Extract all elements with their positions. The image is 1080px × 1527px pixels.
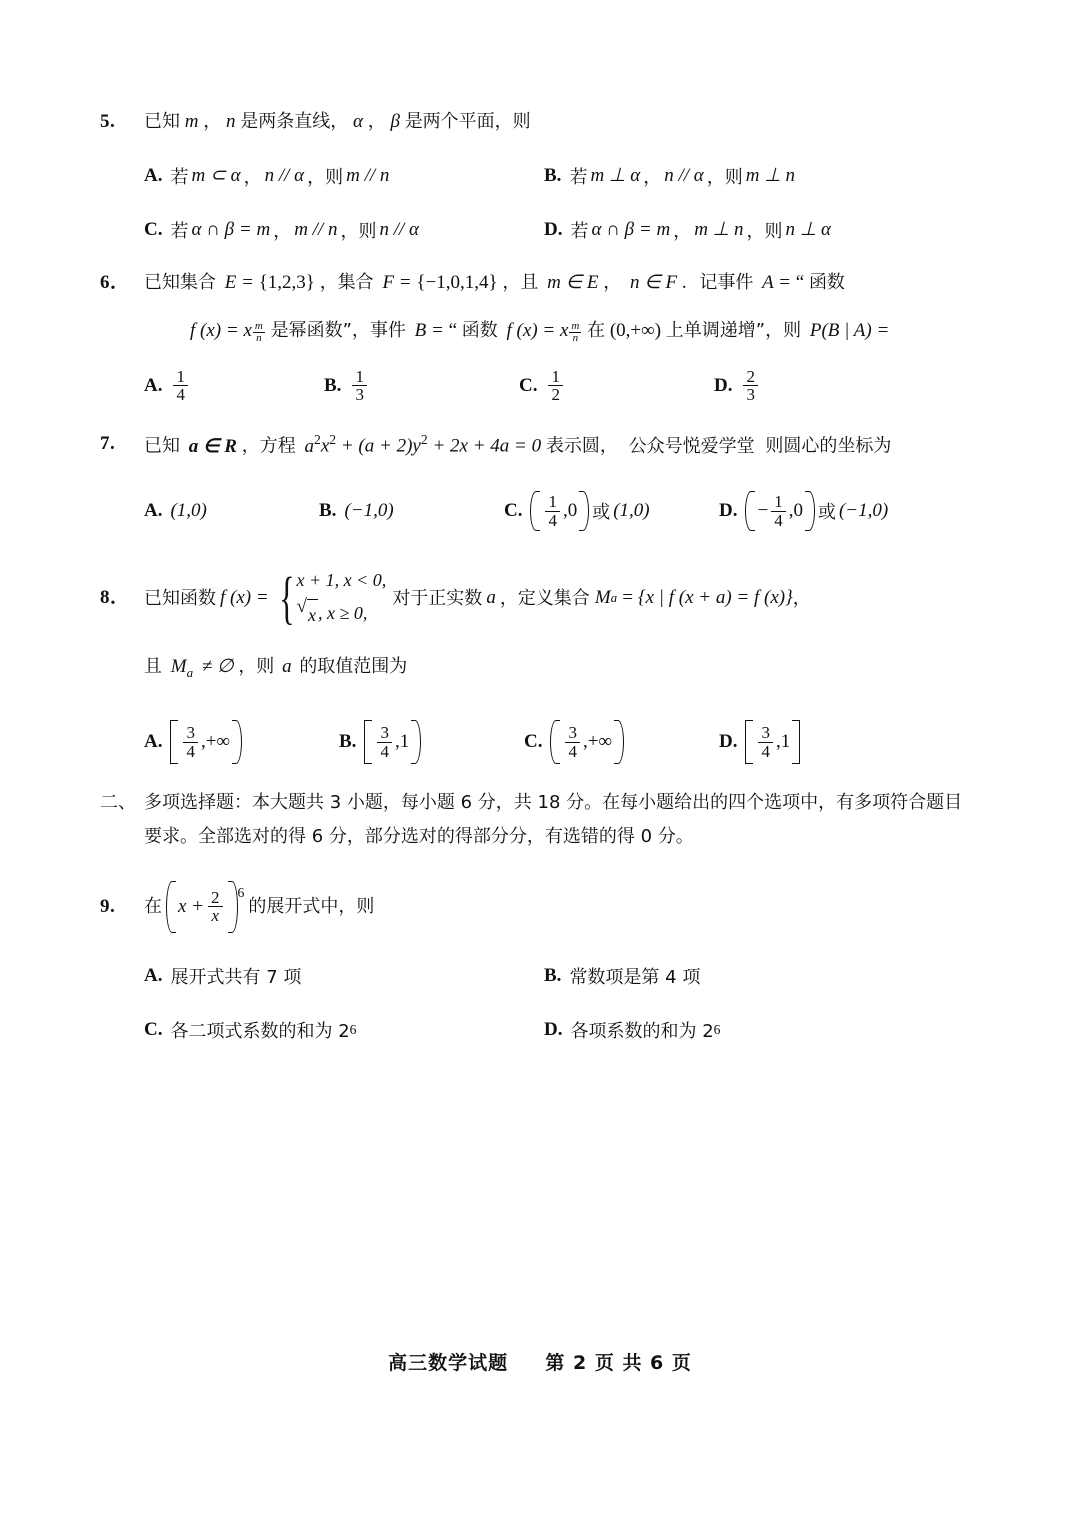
footer-page-number: 第 2 页 共 6 页: [545, 1352, 692, 1374]
option-9-A[interactable]: A. 展开式共有 7 项: [144, 964, 302, 988]
option-9-D[interactable]: D. 各项系数的和为 2 6: [544, 1018, 721, 1042]
question-5: [100, 108, 980, 243]
section-two-number: 二、: [100, 792, 136, 814]
page-footer: [0, 1348, 1080, 1375]
option-6-C[interactable]: C. $\frac{1}{2}$: [519, 368, 714, 405]
question-7: [100, 430, 980, 531]
question-8-stem: 已知函数 f (x) = { x + 1, x < 0, √ x , x ≥ 0, 对于正实数 a ，定义集合 M a = {x | f (x + a) = f (x)} ，: [144, 565, 811, 631]
option-6-D[interactable]: D. $\frac{2}{3}$: [714, 368, 761, 405]
option-5-D[interactable]: D. 若 α ∩ β = m ， m ⊥ n ， 则 n ⊥ α: [544, 218, 831, 242]
option-8-D[interactable]: D. $\frac{3}{4}$ ,1: [719, 720, 800, 764]
question-8: [100, 565, 980, 764]
footer-title: 高三数学试题: [388, 1352, 509, 1374]
option-7-B[interactable]: B. (−1,0): [319, 500, 394, 522]
question-7-options: [100, 491, 980, 531]
section-two: [100, 786, 980, 853]
question-9-number: 9.: [100, 895, 116, 917]
option-7-C[interactable]: C. $\frac{1}{4}$ ,0 或 (1,0): [504, 491, 650, 530]
option-8-B[interactable]: B. $\frac{3}{4}$ ,1: [339, 720, 524, 764]
option-9-B[interactable]: B. 常数项是第 4 项: [544, 964, 701, 988]
option-9-C[interactable]: C. 各二项式系数的和为 2 6: [144, 1018, 357, 1042]
page-content: [100, 108, 980, 1059]
option-7-D[interactable]: D. − $\frac{1}{4}$ ,0 或 (−1,0): [719, 491, 889, 530]
question-7-stem: 已知 a ∈ R ，方程 $a^2x^2 + (a + 2)y^2 + 2x + 4a = 0$ 表示圆， 公众号悦爱学堂 则圆心的坐标为: [144, 432, 892, 457]
watermark-text: 公众号悦爱学堂: [628, 435, 755, 457]
question-9-options: [100, 963, 980, 1043]
option-8-A[interactable]: A. $\frac{3}{4}$ ,+∞: [144, 720, 339, 764]
question-8-number: 8．: [100, 586, 130, 608]
question-5-number: 5.: [100, 111, 116, 132]
question-6: [100, 269, 980, 405]
question-6-stem: 已知集合 E = {1,2,3} ，集合 F = {−1,0,1,4} ，且 m ∈ E ， n ∈ F . 记事件 A = “ 函数: [144, 271, 845, 293]
question-9-stem: 在 x + $\frac{2}{x}$ 6 的展开式中，则: [144, 881, 980, 933]
option-6-B[interactable]: B. $\frac{1}{3}$: [324, 368, 519, 405]
question-6-stem-line2: f (x) = x $\frac{m}{n}$ 是幂函数”，事件 B = “ 函数 f (x) = x $\frac{m}{n}$ 在 (0,+∞) 上单调递增”，则 P(B | A) =: [190, 319, 890, 345]
question-8-options: [100, 720, 980, 764]
option-5-B[interactable]: B. 若 m ⊥ α ， n // α ， 则 m ⊥ n: [544, 164, 795, 188]
option-7-A[interactable]: A. (1,0): [144, 500, 207, 522]
question-5-options: [100, 163, 980, 243]
option-6-A[interactable]: A. $\frac{1}{4}$: [144, 368, 324, 405]
question-5-stem: 已知 m ， n 是两条直线， α ， β 是两个平面，则: [144, 111, 531, 132]
question-7-number: 7.: [100, 433, 116, 455]
option-5-C[interactable]: C. 若 α ∩ β = m ， m // n ， 则 n // α: [144, 218, 419, 242]
question-9: [100, 881, 980, 1043]
option-row: [144, 217, 980, 243]
piecewise-function: { x + 1, x < 0, √ x , x ≥ 0,: [278, 565, 387, 631]
option-8-C[interactable]: C. $\frac{3}{4}$ ,+∞: [524, 720, 719, 764]
option-row: [144, 163, 980, 189]
section-two-text: 多项选择题：本大题共 3 小题，每小题 6 分，共 18 分。在每小题给出的四个选项中，有多项符合题目要求。全部选对的得 6 分，部分选对的得部分分，有选错的得 0 分。: [144, 792, 963, 847]
question-6-options: [100, 368, 980, 405]
option-5-A[interactable]: A. 若 m ⊂ α ， n // α ， 则 m // n: [144, 164, 390, 188]
question-6-number: 6．: [100, 271, 130, 293]
question-8-stem-line2: 且 $M_a$ ≠ ∅ ，则 a 的取值范围为: [144, 656, 408, 680]
